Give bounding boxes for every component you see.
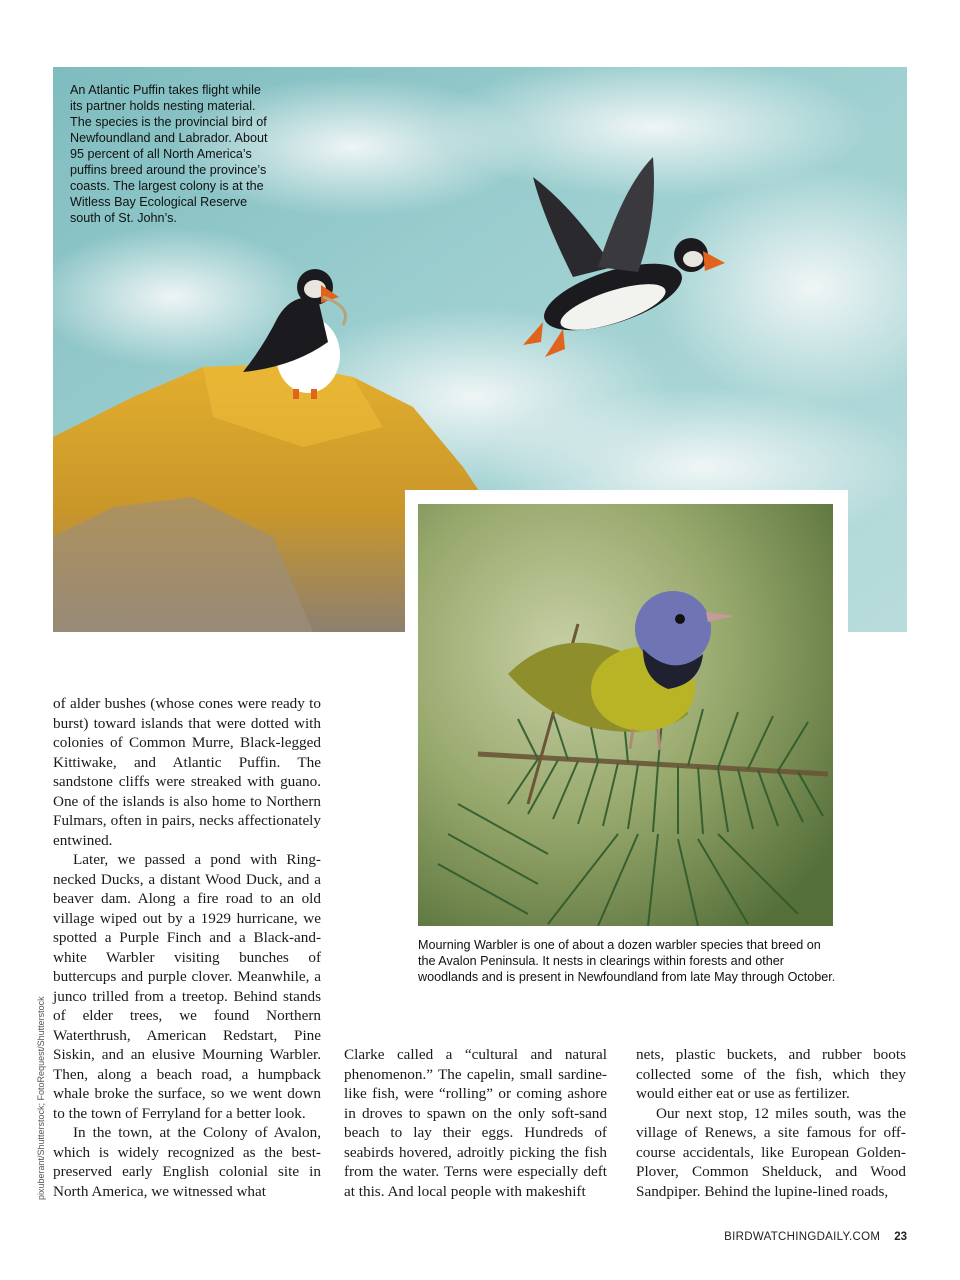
page-number: 23 — [894, 1231, 907, 1243]
article-paragraph: Later, we passed a pond with Ring-necked Ducks, a distant Wood Duck, and a beaver dam. Along a fire road to an old village wiped out by a 1929 hurricane, we spotted a Purple Finch and a Black-and-white Warbler visiting bunches of buttercups and purple clover. Meanwhile, a junco trilled from a treetop. Behind stands of elder trees, we found Northern Waterthrush, American Redstart, Pine Siskin, and an elusive Mourning Warbler. Then, along a beach road, a humpback whale broke the surface, so we went down to the town of Ferryland for a better look. — [53, 851, 321, 1122]
warbler-caption-text: Mourning Warbler is one of about a dozen warbler species that breed on the Avalon Peninsula. It nests in clearings within forests and other woodlands and is present in Newfoundland from late May through October. — [418, 938, 836, 984]
warbler-photo-caption — [418, 937, 838, 985]
article-paragraph: In the town, at the Colony of Avalon, which is widely recognized as the best-preserved early English colonial site in North America, we witnessed what — [53, 1124, 321, 1200]
puffin-caption-text: An Atlantic Puffin takes flight while its partner holds nesting material. The species is the provincial bird of Newfoundland and Labrador. About 95 percent of all North America’s puffins breed around the province’s coasts. The largest colony is at the Witless Bay Ecological Reserve south of St. John’s. — [70, 83, 268, 225]
article-paragraph: of alder bushes (whose cones were ready to burst) toward islands that were dotted with colonies of Common Murre, Black-legged Kittiwake, and Atlantic Puffin. The sandstone cliffs were streaked with guano. One of the islands is also home to Northern Fulmars, often in pairs, necks affectionately entwined. — [53, 695, 321, 849]
article-paragraph: Clarke called a “cultural and natural phenomenon.” The capelin, small sardine-like fish, were “rolling” or coming ashore in droves to spawn on the only soft-sand beach to lay their eggs. Hundreds of seabirds hovered, adroitly picking the fish from the water. Terns were especially deft at this. And local people with makeshift — [344, 1046, 607, 1200]
article-column-middle — [344, 1045, 607, 1201]
article-paragraph: nets, plastic buckets, and rubber boots collected some of the fish, which they would either eat or use as fertilizer. — [636, 1046, 906, 1102]
footer-site: BIRDWATCHINGDAILY.COM — [724, 1231, 881, 1243]
warbler-photo — [418, 504, 833, 926]
article-column-right — [636, 1045, 906, 1201]
photo-credit: pixuberant/Shutterstock; FotoRequest/Shutterstock — [36, 996, 46, 1200]
article-column-left — [53, 694, 321, 1201]
puffin-photo-caption — [70, 82, 275, 226]
page-footer — [724, 1231, 907, 1243]
article-paragraph: Our next stop, 12 miles south, was the village of Renews, a site famous for off-course accidentals, like European Golden-Plover, Common Shelduck, and Wood Sandpiper. Behind the lupine-lined roads, — [636, 1104, 906, 1200]
